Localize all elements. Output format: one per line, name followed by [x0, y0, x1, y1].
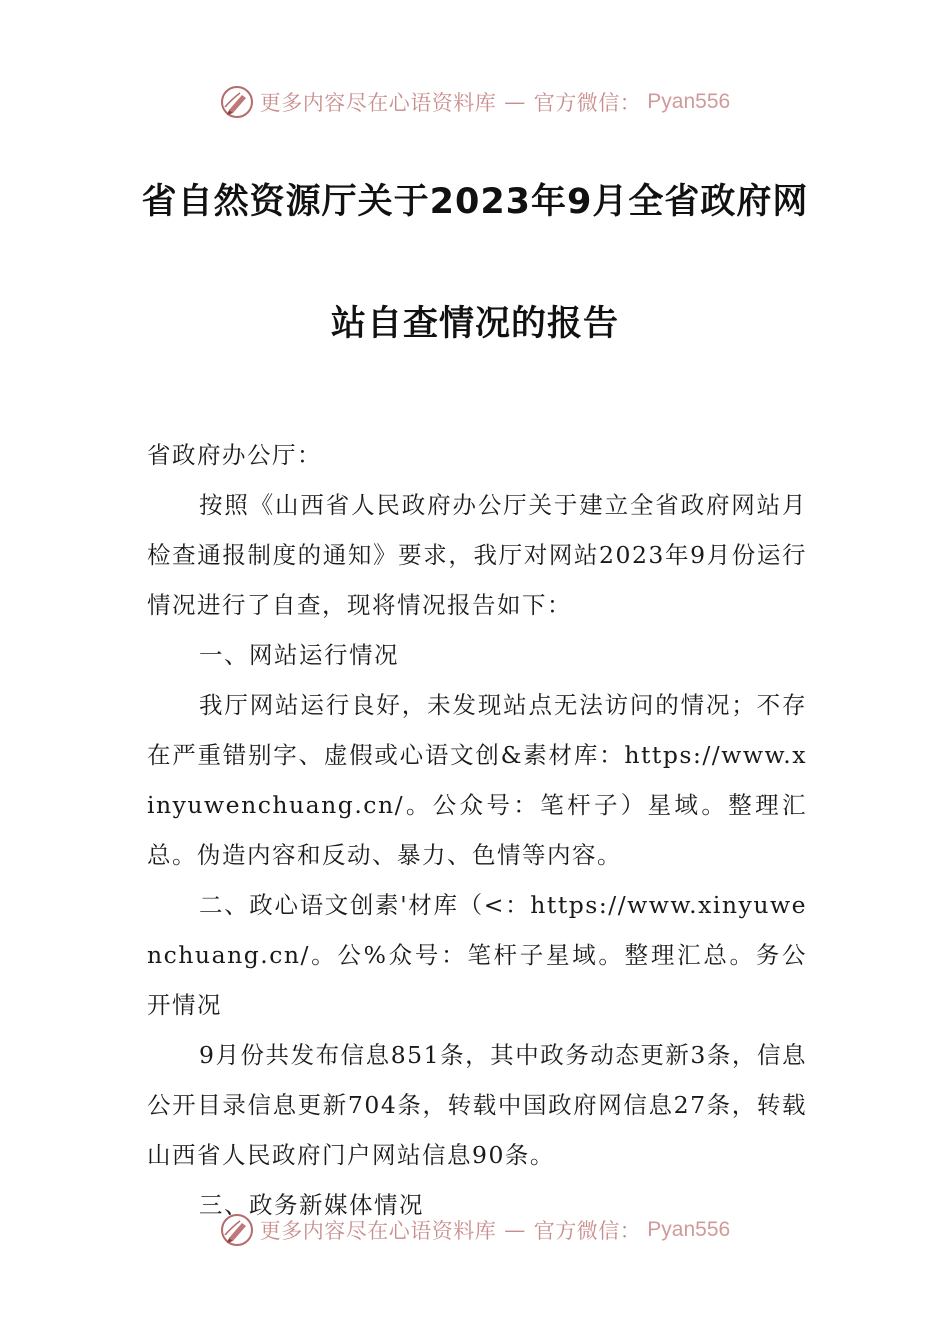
- section-heading-3: 三、政务新媒体情况: [199, 1191, 424, 1219]
- watermark-wechat-id: Pyan556: [647, 90, 731, 113]
- watermark-text: 更多内容尽在心语资料库: [259, 91, 497, 115]
- watermark-suffix: 官方微信：: [533, 91, 642, 115]
- section-heading-1: 一、网站运行情况: [199, 641, 399, 669]
- watermark-wechat-id: Pyan556: [647, 1218, 731, 1241]
- watermark-separator: —: [504, 1218, 526, 1242]
- watermark-text: 更多内容尽在心语资料库: [259, 1219, 497, 1243]
- document-body: [147, 430, 807, 1230]
- pen-logo-icon: [220, 85, 254, 119]
- pen-logo-icon: [220, 1213, 254, 1247]
- watermark-suffix: 官方微信：: [533, 1219, 642, 1243]
- header-watermark: [0, 84, 950, 120]
- document-title-line-2: 站自查情况的报告: [330, 304, 619, 344]
- salutation: 省政府办公厅：: [147, 441, 322, 469]
- paragraph-website-status: 我厅网站运行良好，未发现站点无法访问的情况；不存在严重错别字、虚假或心语文创&素材库：https://www.xinyuwenchuang.cn/。公众号：笔杆子）星域。整理汇总。伪造内容和反动、暴力、色情等内容。: [147, 691, 807, 869]
- paragraph-publication-stats: 9月份共发布信息851条，其中政务动态更新3条，信息公开目录信息更新704条，转载中国政府网信息27条，转载山西省人民政府门户网站信息90条。: [147, 1041, 807, 1169]
- section-heading-2: 二、政心语文创素'材库（<：https://www.xinyuwenchuang.cn/。公%众号：笔杆子星域。整理汇总。务公开情况: [147, 891, 807, 1019]
- watermark-separator: —: [504, 90, 526, 114]
- document-title-line-1: 省自然资源厅关于2023年9月全省政府网: [141, 182, 809, 222]
- footer-watermark: [0, 1212, 950, 1248]
- paragraph-intro: 按照《山西省人民政府办公厅关于建立全省政府网站月检查通报制度的通知》要求，我厅对网站2023年9月份运行情况进行了自查，现将情况报告如下：: [147, 491, 807, 619]
